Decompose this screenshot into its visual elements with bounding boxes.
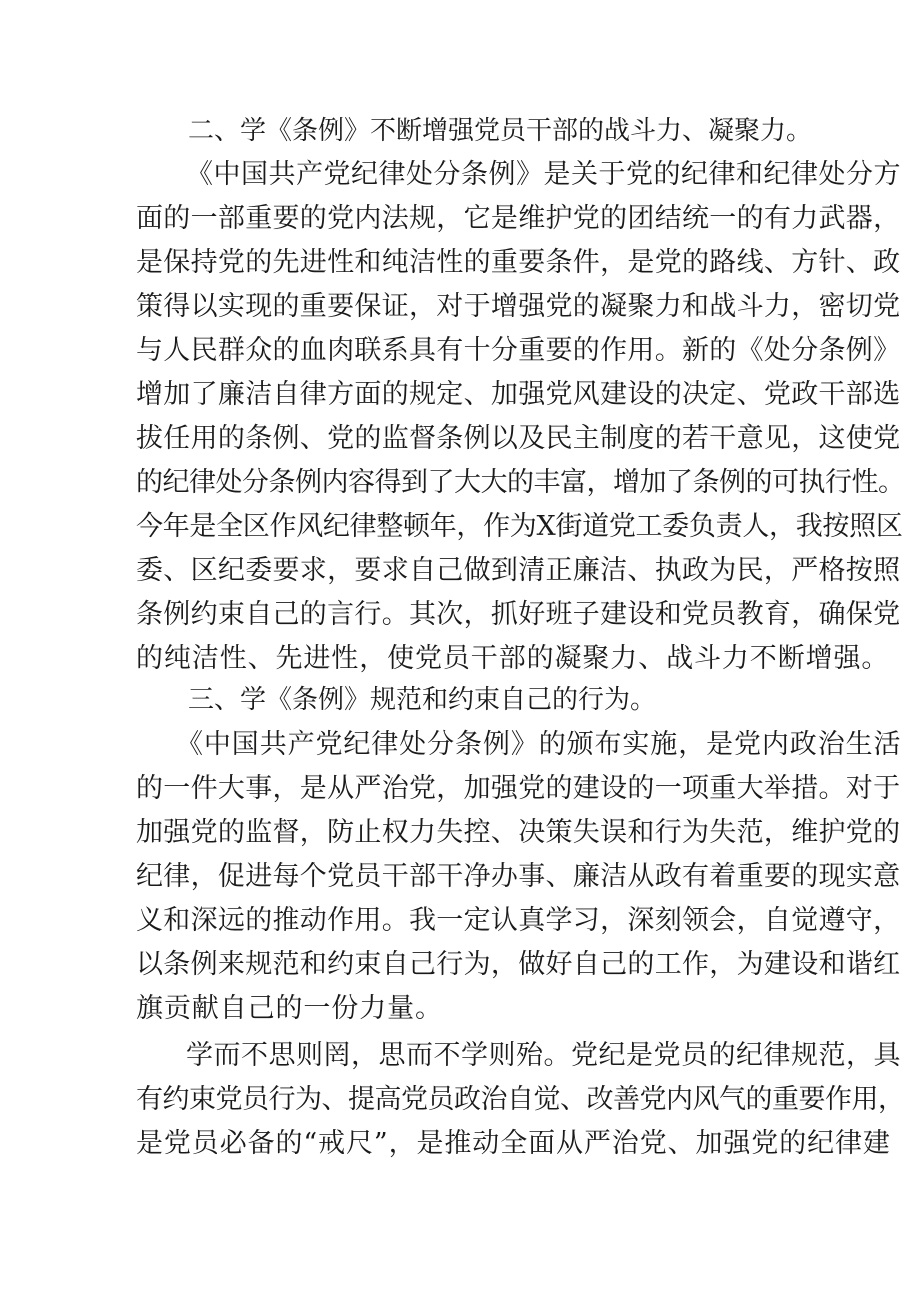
section-2-line-1: 《中国共产党纪律处分条例》是关于党的纪律和纪律处分方 xyxy=(186,159,901,190)
section-3-line-3: 加强党的监督，防止权力失控、决策失误和行为失范，维护党的 xyxy=(136,817,901,848)
section-3-line-1: 《中国共产党纪律处分条例》的颁布实施，是党内政治生活 xyxy=(176,729,902,760)
closing-line-2: 有约束党员行为、提高党员政治自觉、改善党内风气的重要作用， xyxy=(136,1084,905,1115)
closing-line-1: 学而不思则罔，思而不学则殆。党纪是党员的纪律规范，具 xyxy=(186,1040,901,1071)
section-2-line-12: 的纯洁性、先进性，使党员干部的凝聚力、战斗力不断增强。 xyxy=(136,643,890,674)
section-3-line-7: 旗贡献自己的一份力量。 xyxy=(136,993,443,1024)
section-3-line-4: 纪律，促进每个党员干部干净办事、廉洁从政有着重要的现实意 xyxy=(136,861,901,892)
section-2-line-3: 是保持党的先进性和纯洁性的重要条件，是党的路线、方针、政 xyxy=(136,247,901,278)
section-3-line-6: 以条例来规范和约束自己行为，做好自己的工作，为建设和谐红 xyxy=(136,949,901,980)
section-2-line-7: 拔任用的条例、党的监督条例以及民主制度的若干意见，这使党 xyxy=(136,423,901,454)
section-2-line-11: 条例约束自己的言行。其次，抓好班子建设和党员教育，确保党 xyxy=(136,599,901,630)
section-2-line-8: 的纪律处分条例内容得到了大大的丰富，增加了条例的可执行性。 xyxy=(136,467,905,498)
section-3-line-2: 的一件大事，是从严治党，加强党的建设的一项重大举措。对于 xyxy=(136,773,901,804)
section-3-line-5: 义和深远的推动作用。我一定认真学习，深刻领会，自觉遵守， xyxy=(136,905,901,936)
section-2-line-9: 今年是全区作风纪律整顿年，作为X街道党工委负责人，我按照区 xyxy=(136,511,903,542)
section-2-heading: 二、学《条例》不断增强党员干部的战斗力、凝聚力。 xyxy=(188,116,813,146)
section-2-line-5: 与人民群众的血肉联系具有十分重要的作用。新的《处分条例》 xyxy=(136,335,901,366)
section-2-line-4: 策得以实现的重要保证，对于增强党的凝聚力和战斗力，密切党 xyxy=(136,291,901,322)
section-3-heading: 三、学《条例》规范和约束自己的行为。 xyxy=(188,685,657,715)
section-2-line-6: 增加了廉洁自律方面的规定、加强党风建设的决定、党政干部选 xyxy=(136,379,901,410)
section-2-line-2: 面的一部重要的党内法规，它是维护党的团结统一的有力武器， xyxy=(136,203,901,234)
section-2-line-10: 委、区纪委要求，要求自己做到清正廉洁、执政为民，严格按照 xyxy=(136,555,901,586)
closing-line-3: 是党员必备的“戒尺”，是推动全面从严治党、加强党的纪律建 xyxy=(136,1128,891,1159)
